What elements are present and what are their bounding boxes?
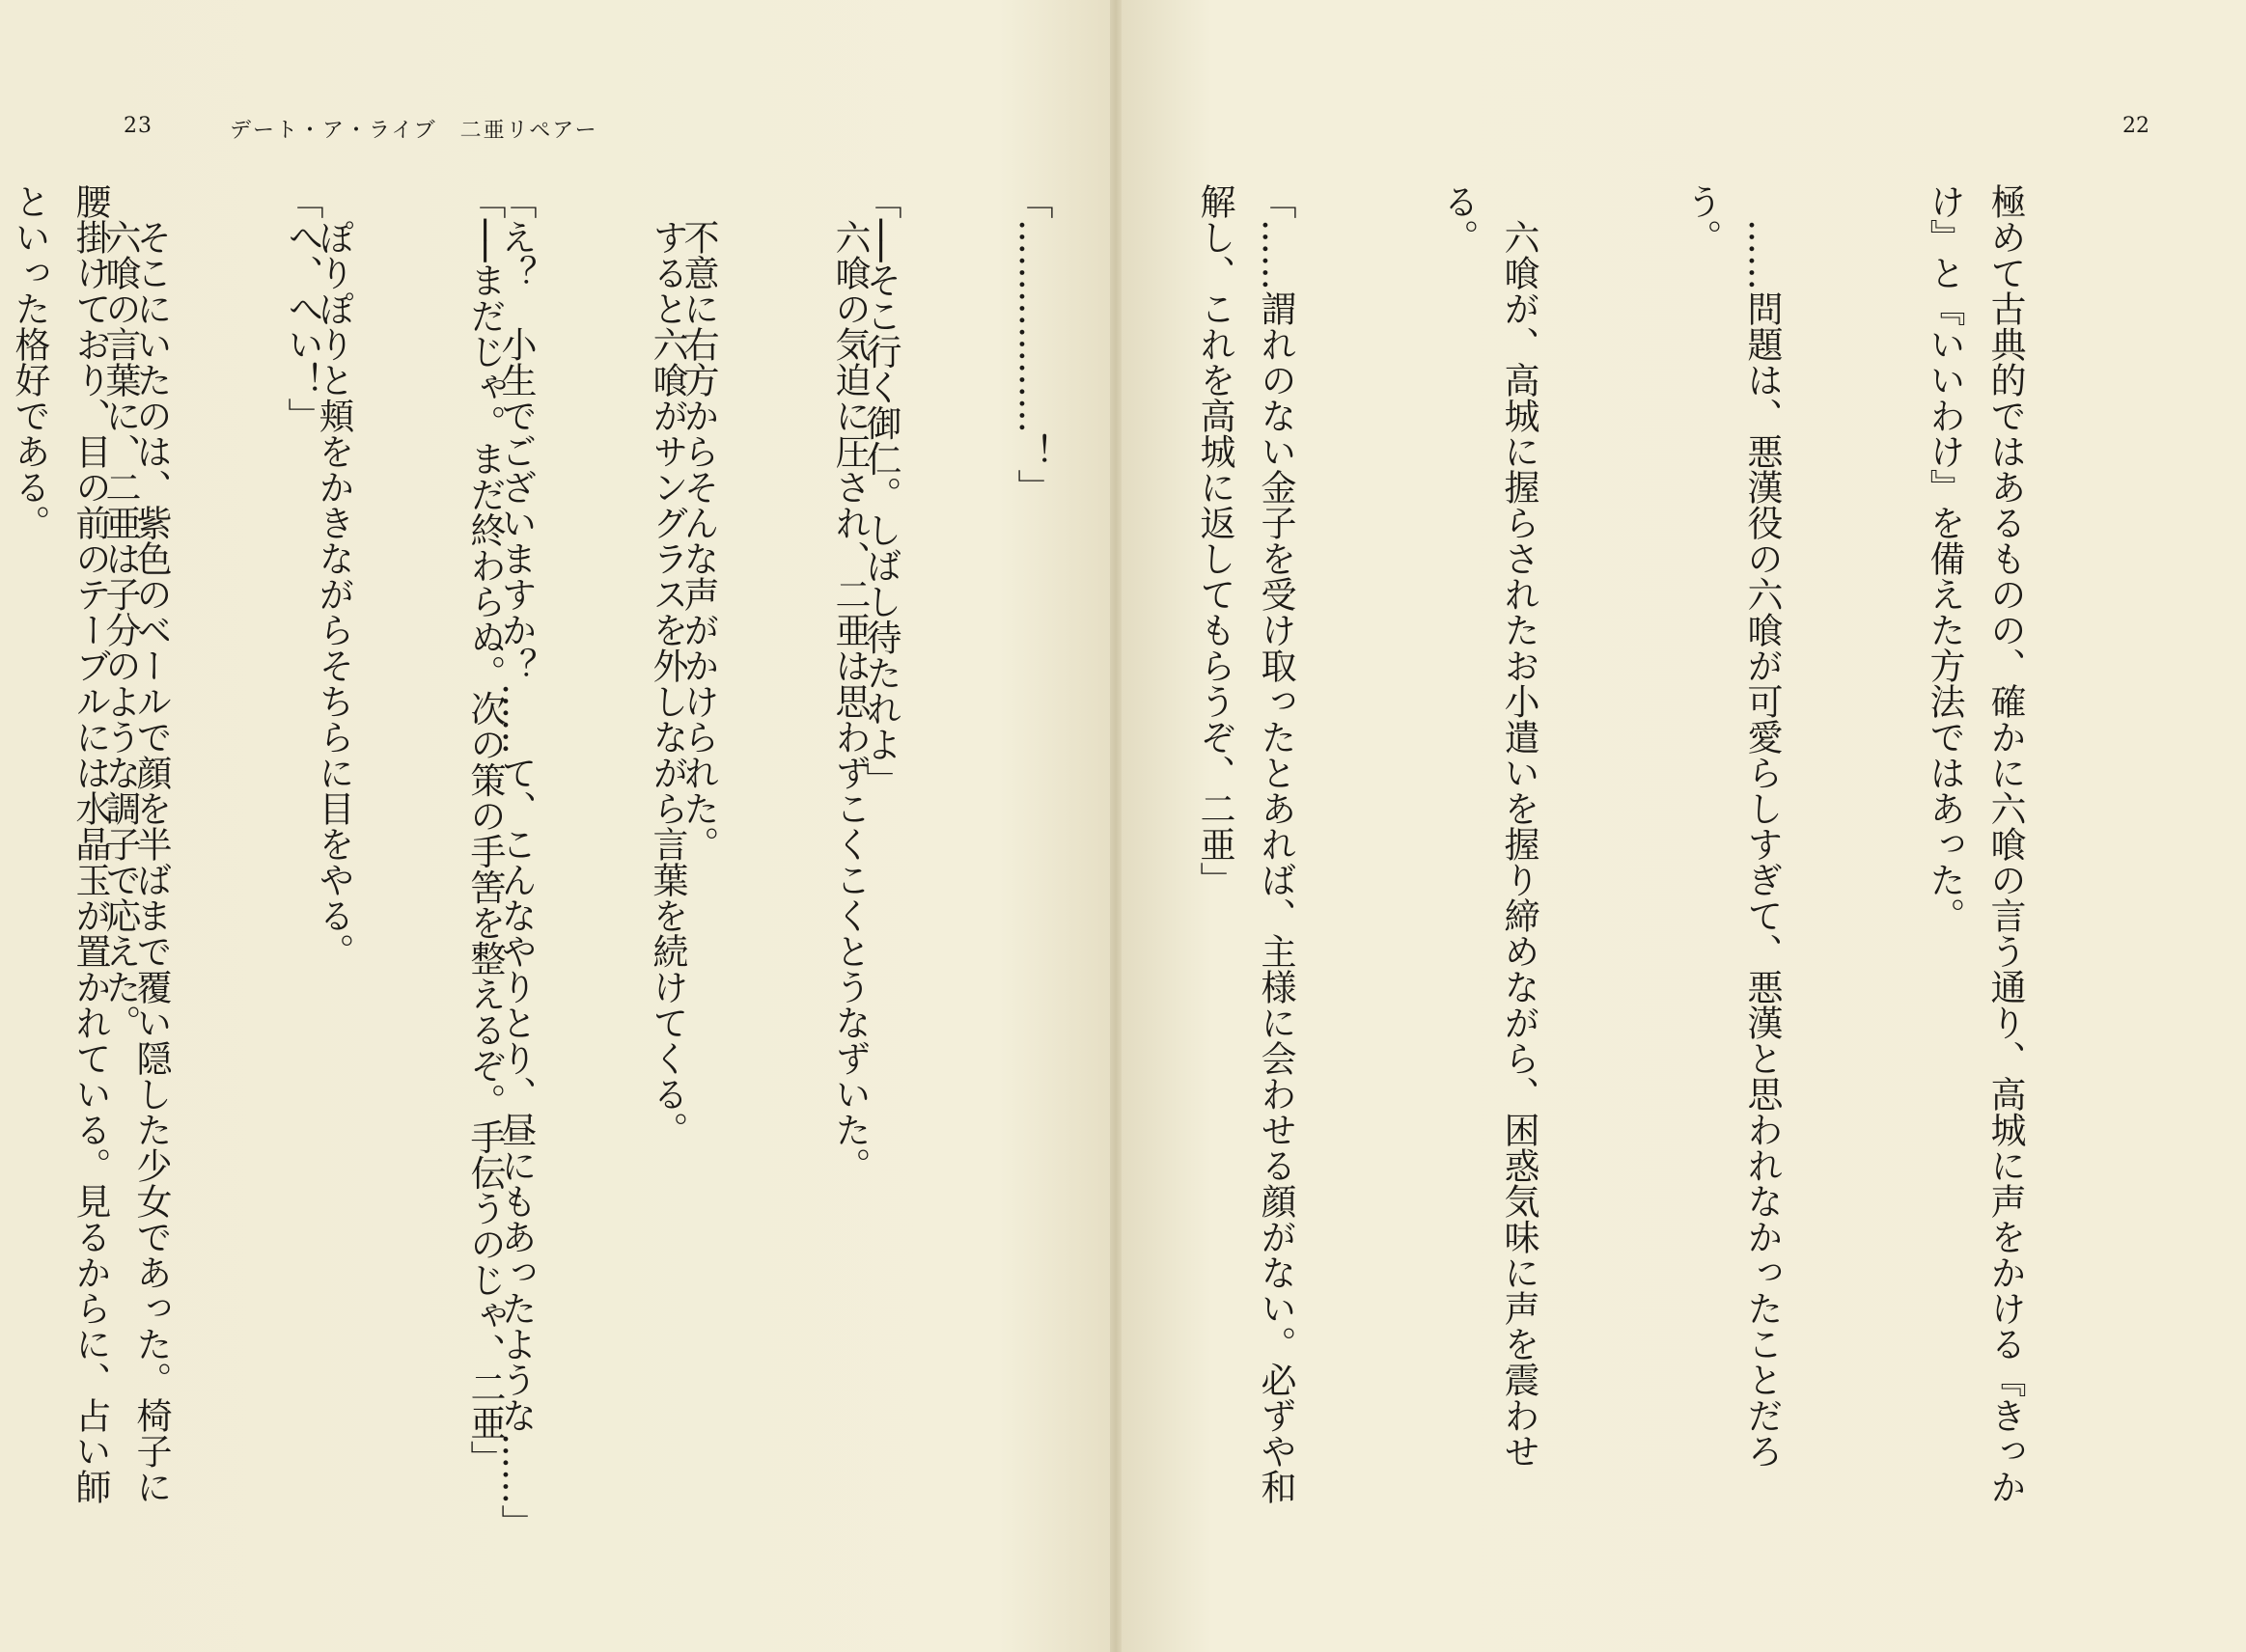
text-line: そこにいたのは、紫色のベールで顔を半ばまで覆い隠した少女であった。椅子に腰掛けており、目の前のテーブルには水晶玉が置かれている。見るからに、占い師といった格好である。 [9, 183, 172, 1504]
running-title: デート・ア・ライブ 二亜リペアー [230, 119, 598, 143]
left-page-header [124, 114, 598, 144]
left-page-number: 23 [124, 114, 153, 138]
right-page-number: 22 [2122, 114, 2149, 138]
text-line: 「え？ 小生でございますか？……て、こんなやりとり、昼にもあったような……」 [495, 183, 537, 1540]
text-line: 不意に右方からそんな声がかけられた。 [678, 183, 719, 862]
text-line: 極めて古典的ではあるものの、確かに六喰の言う通り、高城に声をかける『きっかけ』と『いいわけ』を備えた方法ではあった。 [1924, 183, 2026, 1504]
text-line: ……問題は、悪漢役の六喰が可愛らしすぎて、悪漢と思われなかったことだろう。 [1680, 183, 1783, 1469]
text-line: 「──そこ行く御仁。しばし待たれよ」 [860, 183, 901, 798]
text-line: 「……謂れのない金子を受け取ったとあれば、主様に会わせる顔がない。必ずや和解し、これを高城に返してもらうぞ、二亜」 [1194, 183, 1296, 1504]
text-line: 六喰の気迫に圧され、二亜は思わずこくこくとうなずいた。 [829, 183, 871, 1183]
text-line: すると六喰がサングラスを外しながら言葉を続けてくる。 [647, 183, 688, 1147]
text-line: ぽりぽりと頬をかきながらそちらに目をやる。 [313, 183, 354, 969]
text-line: 六喰が、高城に握らされたお小遣いを握り締めながら、困惑気味に声を震わせる。 [1437, 183, 1539, 1469]
text-line: 「………………！」 [1012, 183, 1053, 505]
text-line: 六喰の言葉に、二亜は子分のような調子で応えた。 [99, 183, 141, 1040]
text-line: 「──まだじゃ。まだ終わらぬ。次の策の手筈を整えるぞ。手伝うのじゃ、二亜」 [464, 183, 506, 1476]
text-line: 「へ、へい！」 [282, 183, 323, 433]
